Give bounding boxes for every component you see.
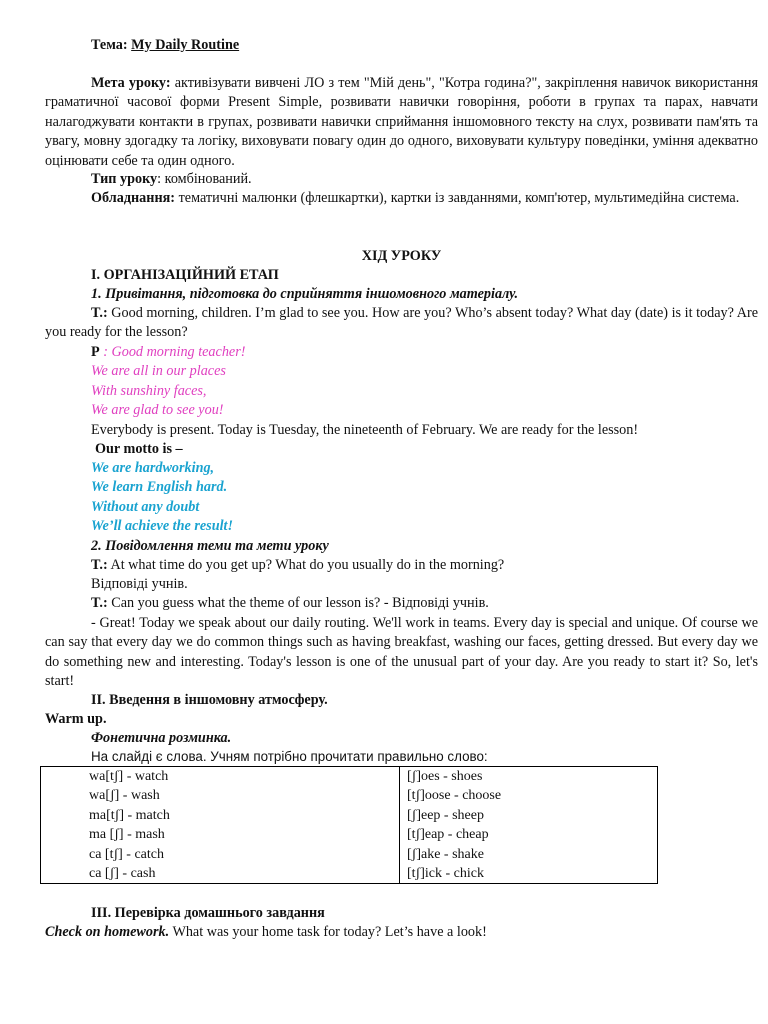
present-line: Everybody is present. Today is Tuesday, the nineteenth of February. We are ready for the lesson!: [91, 421, 639, 438]
word-pair: [ʃ]eep - sheep: [407, 807, 484, 823]
pupils-label: P: [91, 344, 100, 360]
stage2-title: II. Введення в іншомовну атмосферу.: [91, 692, 328, 708]
stage3-title: III. Перевірка домашнього завдання: [91, 905, 325, 921]
stage1-title: I. ОРГАНІЗАЦІЙНИЙ ЕТАП: [91, 267, 279, 283]
word-pair: [ʃ]ake - shake: [407, 846, 484, 862]
lesson-type-text: : комбінований.: [157, 171, 252, 187]
word-pair: ma[tʃ] - match: [89, 807, 170, 823]
homework-line: [45, 923, 758, 942]
word-pair: ca [ʃ] - cash: [89, 866, 156, 882]
homework-label: Check on homework.: [45, 924, 170, 940]
word-pair: [tʃ]ick - chick: [407, 866, 484, 882]
teacher-question-text: Can you guess what the theme of our lesson is? - Відповіді учнів.: [107, 595, 489, 611]
teacher-text: Good morning, children. I’m glad to see you. How are you? Who’s absent today? What day (date) is it today? Are you ready for the lesson?: [45, 305, 758, 341]
motto-line: Without any doubt: [91, 498, 200, 515]
homework-text: What was your home task for today? Let’s have a look!: [169, 924, 487, 940]
instruction-line: На слайді є слова. Учням потрібно прочитати правильно слово:: [91, 749, 488, 764]
word-pair: [tʃ]eap - cheap: [407, 827, 489, 843]
word-pair: wa[ʃ] - wash: [89, 788, 160, 804]
motto-line: We are hardworking,: [91, 460, 215, 476]
great-paragraph: - Great! Today we speak about our daily routing. We'll work in teams. Every day is special and unique. Of course we can say that every day we do common things such as having breakfast, washing our faces, getting dressed. But every day we do something new and interesting. Today's lesson is one of the unusual part of your day. Are you ready to start it? So, let's start!: [45, 615, 758, 690]
teacher-question-text: At what time do you get up? What do you usually do in the morning?: [107, 557, 505, 573]
teacher-label: T.:: [91, 595, 108, 611]
teacher-question-1: [45, 556, 758, 575]
lesson-type-label: Тип уроку: [91, 171, 158, 187]
poem-line: With sunshiny faces,: [91, 382, 207, 399]
pupils-answers: Відповіді учнів.: [91, 576, 188, 592]
motto-label: [45, 440, 758, 459]
stage1-sub2: 2. Повідомлення теми та мети уроку: [91, 538, 329, 554]
topic-label: Тема:: [91, 37, 128, 53]
word-pair: [ʃ]oes - shoes: [407, 769, 483, 784]
topic-value: My Daily Routine: [131, 37, 240, 53]
phonetic-label: Фонетична розминка.: [91, 730, 232, 746]
motto-line: We learn English hard.: [91, 479, 228, 496]
poem-line: : Good morning teacher!: [99, 344, 246, 360]
equipment-text: тематичні малюнки (флешкартки), картки із завданнями, комп'ютер, мультимедійна система.: [175, 190, 740, 206]
aim-label: Мета уроку:: [91, 75, 171, 91]
course-title: ХІД УРОКУ: [361, 248, 442, 264]
teacher-greeting: [45, 304, 758, 343]
aim-paragraph: [45, 74, 758, 171]
table-cell-right: [400, 767, 658, 884]
table-row: [41, 767, 658, 884]
motto-label-text: Our motto is –: [95, 441, 183, 457]
sounds-table: [40, 766, 658, 884]
lesson-type-line: [45, 170, 758, 189]
poem-line: We are all in our places: [91, 363, 226, 380]
table-cell-left: [41, 767, 400, 884]
word-pair: ma [ʃ] - mash: [89, 827, 165, 843]
word-pair: [tʃ]oose - choose: [407, 788, 502, 804]
word-pair: wa[tʃ] - watch: [89, 769, 169, 784]
teacher-question-2: [45, 594, 758, 613]
pupils-line-1: [91, 343, 758, 362]
stage1-sub1: 1. Привітання, підготовка до сприйняття іншомовного матеріалу.: [91, 286, 519, 302]
equipment-label: Обладнання:: [91, 190, 176, 206]
teacher-label: T.:: [91, 557, 108, 573]
topic-line: [45, 36, 758, 55]
poem-line: We are glad to see you!: [91, 402, 224, 419]
pupils-poem: [45, 343, 758, 440]
aim-text: активізувати вивчені ЛО з тем "Мій день", "Котра година?", закріплення навичок використання граматичної часової форми Present Simple, розвивати навички говоріння, роботи в групах та парах, навчати налагоджувати контакти в групах, розвивати навички сприймання іншомовного тексту на слух, розвивати пам'ять та увагу, мовну здогадку та логіку, виховувати повагу один до одного, виховувати культуру поведінки, уміння адекватно оцінювати себе та один одного.: [45, 75, 758, 169]
teacher-label: T.:: [91, 305, 108, 321]
word-pair: ca [tʃ] - catch: [89, 846, 164, 862]
motto-block: [45, 459, 758, 537]
motto-line: We’ll achieve the result!: [91, 518, 233, 535]
warmup-label: Warm up.: [45, 711, 107, 727]
equipment-paragraph: [45, 189, 758, 208]
